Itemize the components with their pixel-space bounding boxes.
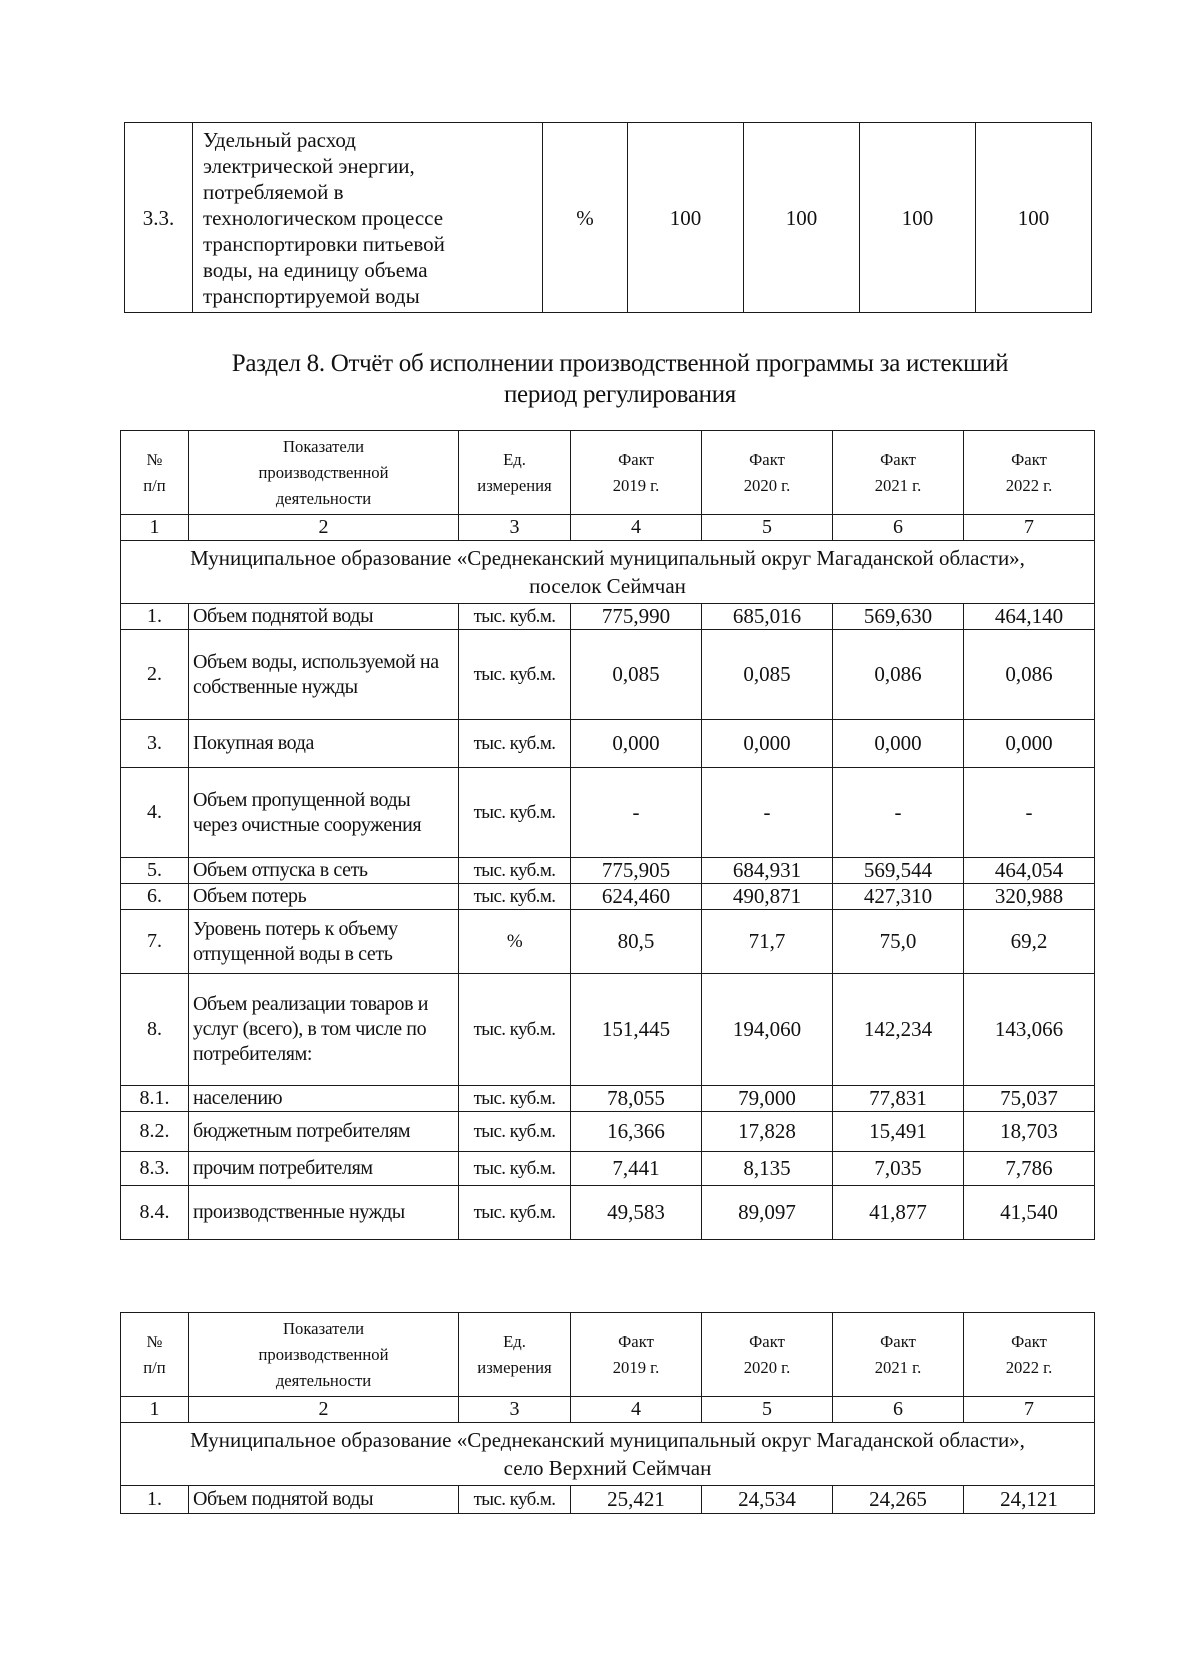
header-indicator — [189, 1313, 459, 1397]
unit-cell: тыс. куб.м. — [459, 604, 571, 630]
section-title-line: Раздел 8. Отчёт об исполнении производственной программы за истекший — [231, 350, 1009, 377]
unit-cell: тыс. куб.м. — [459, 1486, 571, 1514]
region-row — [121, 541, 1095, 604]
table-row — [121, 1152, 1095, 1186]
header-text: 2019 г. — [612, 1357, 660, 1377]
indicator-name: Объем поднятой воды — [189, 1486, 459, 1514]
column-number: 2 — [189, 515, 459, 541]
table-header-row — [121, 1313, 1095, 1397]
value-cell: 0,086 — [964, 630, 1095, 720]
value-cell: 490,871 — [702, 884, 833, 910]
column-number: 1 — [121, 515, 189, 541]
value-cell: 8,135 — [702, 1152, 833, 1186]
indicator-name: Объем реализации товаров и услуг (всего), в том числе по потребителям: — [189, 974, 459, 1086]
name-line: электрической энергии, — [203, 153, 415, 178]
column-number: 4 — [571, 1397, 702, 1423]
unit-cell: % — [543, 123, 628, 313]
value-cell: 320,988 — [964, 884, 1095, 910]
header-text: Факт — [880, 449, 916, 469]
value-cell: 75,037 — [964, 1086, 1095, 1112]
production-report-table-seymchan — [120, 430, 1095, 1240]
unit-cell: тыс. куб.м. — [459, 1152, 571, 1186]
value-cell: 17,828 — [702, 1112, 833, 1152]
table-body — [121, 1486, 1095, 1514]
value-cell: 24,121 — [964, 1486, 1095, 1514]
table-row — [121, 1186, 1095, 1240]
value-cell: 69,2 — [964, 910, 1095, 974]
header-text: Показатели — [282, 436, 365, 456]
header-text: Факт — [618, 449, 654, 469]
unit-cell: тыс. куб.м. — [459, 1086, 571, 1112]
unit-cell: тыс. куб.м. — [459, 858, 571, 884]
region-line: поселок Сеймчан — [529, 574, 686, 598]
value-cell: - — [964, 768, 1095, 858]
indicator-name: Объем потерь — [189, 884, 459, 910]
table-row — [121, 974, 1095, 1086]
indicator-name: бюджетным потребителям — [189, 1112, 459, 1152]
value-cell: 569,630 — [833, 604, 964, 630]
header-unit — [459, 431, 571, 515]
region-row — [121, 1423, 1095, 1486]
value-cell: 684,931 — [702, 858, 833, 884]
unit-cell: тыс. куб.м. — [459, 1186, 571, 1240]
value-cell: 100 — [976, 123, 1092, 313]
value-cell: 0,000 — [833, 720, 964, 768]
header-fact-2022 — [964, 1313, 1095, 1397]
value-cell: 71,7 — [702, 910, 833, 974]
row-number: 8.1. — [121, 1086, 189, 1112]
header-text: Факт — [618, 1331, 654, 1351]
value-cell: 7,441 — [571, 1152, 702, 1186]
value-cell: 569,544 — [833, 858, 964, 884]
name-line: Удельный расход — [203, 127, 356, 152]
value-cell: 77,831 — [833, 1086, 964, 1112]
indicator-name: Покупная вода — [189, 720, 459, 768]
unit-cell: тыс. куб.м. — [459, 884, 571, 910]
table-body — [121, 604, 1095, 1240]
table-row — [121, 884, 1095, 910]
value-cell: 24,265 — [833, 1486, 964, 1514]
value-cell: 142,234 — [833, 974, 964, 1086]
header-text: измерения — [477, 1357, 552, 1377]
header-text: 2021 г. — [874, 1357, 922, 1377]
unit-cell: тыс. куб.м. — [459, 1112, 571, 1152]
region-line: Муниципальное образование «Среднеканский муниципальный округ Магаданской области», — [190, 546, 1025, 570]
table-row — [121, 858, 1095, 884]
header-text: 2021 г. — [874, 475, 922, 495]
value-cell: 143,066 — [964, 974, 1095, 1086]
indicator-name: Объем поднятой воды — [189, 604, 459, 630]
unit-cell: тыс. куб.м. — [459, 720, 571, 768]
table-row — [121, 1086, 1095, 1112]
value-cell: 775,905 — [571, 858, 702, 884]
value-cell: 89,097 — [702, 1186, 833, 1240]
value-cell: 0,086 — [833, 630, 964, 720]
region-name — [121, 541, 1095, 604]
row-number: 8.2. — [121, 1112, 189, 1152]
header-text: производственной — [258, 462, 389, 482]
header-text: 2022 г. — [1005, 475, 1053, 495]
header-num — [121, 431, 189, 515]
value-cell: 15,491 — [833, 1112, 964, 1152]
value-cell: 775,990 — [571, 604, 702, 630]
table-row — [121, 630, 1095, 720]
column-number: 7 — [964, 1397, 1095, 1423]
indicator-name: Объем пропущенной воды через очистные сооружения — [189, 768, 459, 858]
header-text: деятельности — [275, 488, 372, 508]
indicator-name: Уровень потерь к объему отпущенной воды в сеть — [189, 910, 459, 974]
column-number: 5 — [702, 1397, 833, 1423]
column-number: 7 — [964, 515, 1095, 541]
value-cell: 194,060 — [702, 974, 833, 1086]
value-cell: 7,786 — [964, 1152, 1095, 1186]
header-indicator — [189, 431, 459, 515]
header-text: 2022 г. — [1005, 1357, 1053, 1377]
value-cell: - — [833, 768, 964, 858]
header-text: п/п — [143, 1357, 166, 1377]
row-number: 3.3. — [125, 123, 193, 313]
table-row — [121, 604, 1095, 630]
section-title — [120, 348, 1120, 410]
row-number: 2. — [121, 630, 189, 720]
table-row — [125, 123, 1092, 313]
header-text: деятельности — [275, 1370, 372, 1390]
row-number: 4. — [121, 768, 189, 858]
header-fact-2019 — [571, 431, 702, 515]
name-line: воды, на единицу объема — [203, 257, 428, 282]
value-cell: 100 — [860, 123, 976, 313]
value-cell: 7,035 — [833, 1152, 964, 1186]
row-number: 3. — [121, 720, 189, 768]
value-cell: 75,0 — [833, 910, 964, 974]
header-unit — [459, 1313, 571, 1397]
header-fact-2022 — [964, 431, 1095, 515]
name-line: технологическом процессе — [203, 205, 444, 230]
value-cell: 0,000 — [702, 720, 833, 768]
column-number: 3 — [459, 1397, 571, 1423]
value-cell: 100 — [628, 123, 744, 313]
header-fact-2021 — [833, 1313, 964, 1397]
header-text: Показатели — [282, 1318, 365, 1338]
table-row — [121, 1112, 1095, 1152]
value-cell: 41,540 — [964, 1186, 1095, 1240]
unit-cell: тыс. куб.м. — [459, 768, 571, 858]
value-cell: 16,366 — [571, 1112, 702, 1152]
column-number: 2 — [189, 1397, 459, 1423]
region-line: село Верхний Сеймчан — [503, 1456, 712, 1480]
region-line: Муниципальное образование «Среднеканский муниципальный округ Магаданской области», — [190, 1428, 1025, 1452]
value-cell: 78,055 — [571, 1086, 702, 1112]
value-cell: 427,310 — [833, 884, 964, 910]
header-text: Факт — [749, 449, 785, 469]
header-text: 2020 г. — [743, 475, 791, 495]
section-title-line: период регулирования — [503, 381, 737, 408]
header-text: Факт — [1011, 449, 1047, 469]
header-text: 2020 г. — [743, 1357, 791, 1377]
header-fact-2020 — [702, 431, 833, 515]
value-cell: 80,5 — [571, 910, 702, 974]
header-text: Ед. — [503, 449, 526, 469]
indicator-name: Объем воды, используемой на собственные нужды — [189, 630, 459, 720]
column-number: 5 — [702, 515, 833, 541]
value-cell: 464,140 — [964, 604, 1095, 630]
column-numbers-row — [121, 515, 1095, 541]
value-cell: 0,085 — [571, 630, 702, 720]
value-cell: - — [571, 768, 702, 858]
table-header-row — [121, 431, 1095, 515]
header-text: Факт — [1011, 1331, 1047, 1351]
row-number: 1. — [121, 1486, 189, 1514]
value-cell: 0,000 — [571, 720, 702, 768]
region-name — [121, 1423, 1095, 1486]
header-num — [121, 1313, 189, 1397]
column-number: 4 — [571, 515, 702, 541]
value-cell: 100 — [744, 123, 860, 313]
header-fact-2020 — [702, 1313, 833, 1397]
value-cell: 464,054 — [964, 858, 1095, 884]
header-text: № — [146, 449, 163, 469]
column-number: 6 — [833, 515, 964, 541]
header-fact-2019 — [571, 1313, 702, 1397]
header-text: п/п — [143, 475, 166, 495]
row-number: 8. — [121, 974, 189, 1086]
table-row — [121, 720, 1095, 768]
value-cell: - — [702, 768, 833, 858]
column-number: 1 — [121, 1397, 189, 1423]
column-number: 3 — [459, 515, 571, 541]
value-cell: 24,534 — [702, 1486, 833, 1514]
value-cell: 151,445 — [571, 974, 702, 1086]
value-cell: 41,877 — [833, 1186, 964, 1240]
indicator-name: населению — [189, 1086, 459, 1112]
header-text: Факт — [880, 1331, 916, 1351]
indicator-name: прочим потребителям — [189, 1152, 459, 1186]
table-row — [121, 1486, 1095, 1514]
indicator-name — [193, 123, 543, 313]
name-line: транспортировки питьевой — [203, 231, 445, 256]
column-numbers-row — [121, 1397, 1095, 1423]
table-row — [121, 910, 1095, 974]
row-number: 7. — [121, 910, 189, 974]
production-report-table-verkhny-seymchan — [120, 1312, 1095, 1514]
table-row — [121, 768, 1095, 858]
value-cell: 624,460 — [571, 884, 702, 910]
value-cell: 49,583 — [571, 1186, 702, 1240]
row-number: 8.4. — [121, 1186, 189, 1240]
header-fact-2021 — [833, 431, 964, 515]
row-number: 1. — [121, 604, 189, 630]
header-text: 2019 г. — [612, 475, 660, 495]
value-cell: 0,000 — [964, 720, 1095, 768]
unit-cell: тыс. куб.м. — [459, 630, 571, 720]
header-text: измерения — [477, 475, 552, 495]
value-cell: 0,085 — [702, 630, 833, 720]
unit-cell: % — [459, 910, 571, 974]
row-number: 8.3. — [121, 1152, 189, 1186]
value-cell: 18,703 — [964, 1112, 1095, 1152]
header-text: производственной — [258, 1344, 389, 1364]
column-number: 6 — [833, 1397, 964, 1423]
value-cell: 25,421 — [571, 1486, 702, 1514]
row-number: 5. — [121, 858, 189, 884]
header-text: Ед. — [503, 1331, 526, 1351]
value-cell: 685,016 — [702, 604, 833, 630]
value-cell: 79,000 — [702, 1086, 833, 1112]
unit-cell: тыс. куб.м. — [459, 974, 571, 1086]
indicator-name: производственные нужды — [189, 1186, 459, 1240]
indicator-name: Объем отпуска в сеть — [189, 858, 459, 884]
header-text: № — [146, 1331, 163, 1351]
name-line: потребляемой в — [203, 179, 344, 204]
name-line: транспортируемой воды — [203, 283, 420, 308]
row-number: 6. — [121, 884, 189, 910]
top-fragment-table — [124, 122, 1092, 313]
header-text: Факт — [749, 1331, 785, 1351]
